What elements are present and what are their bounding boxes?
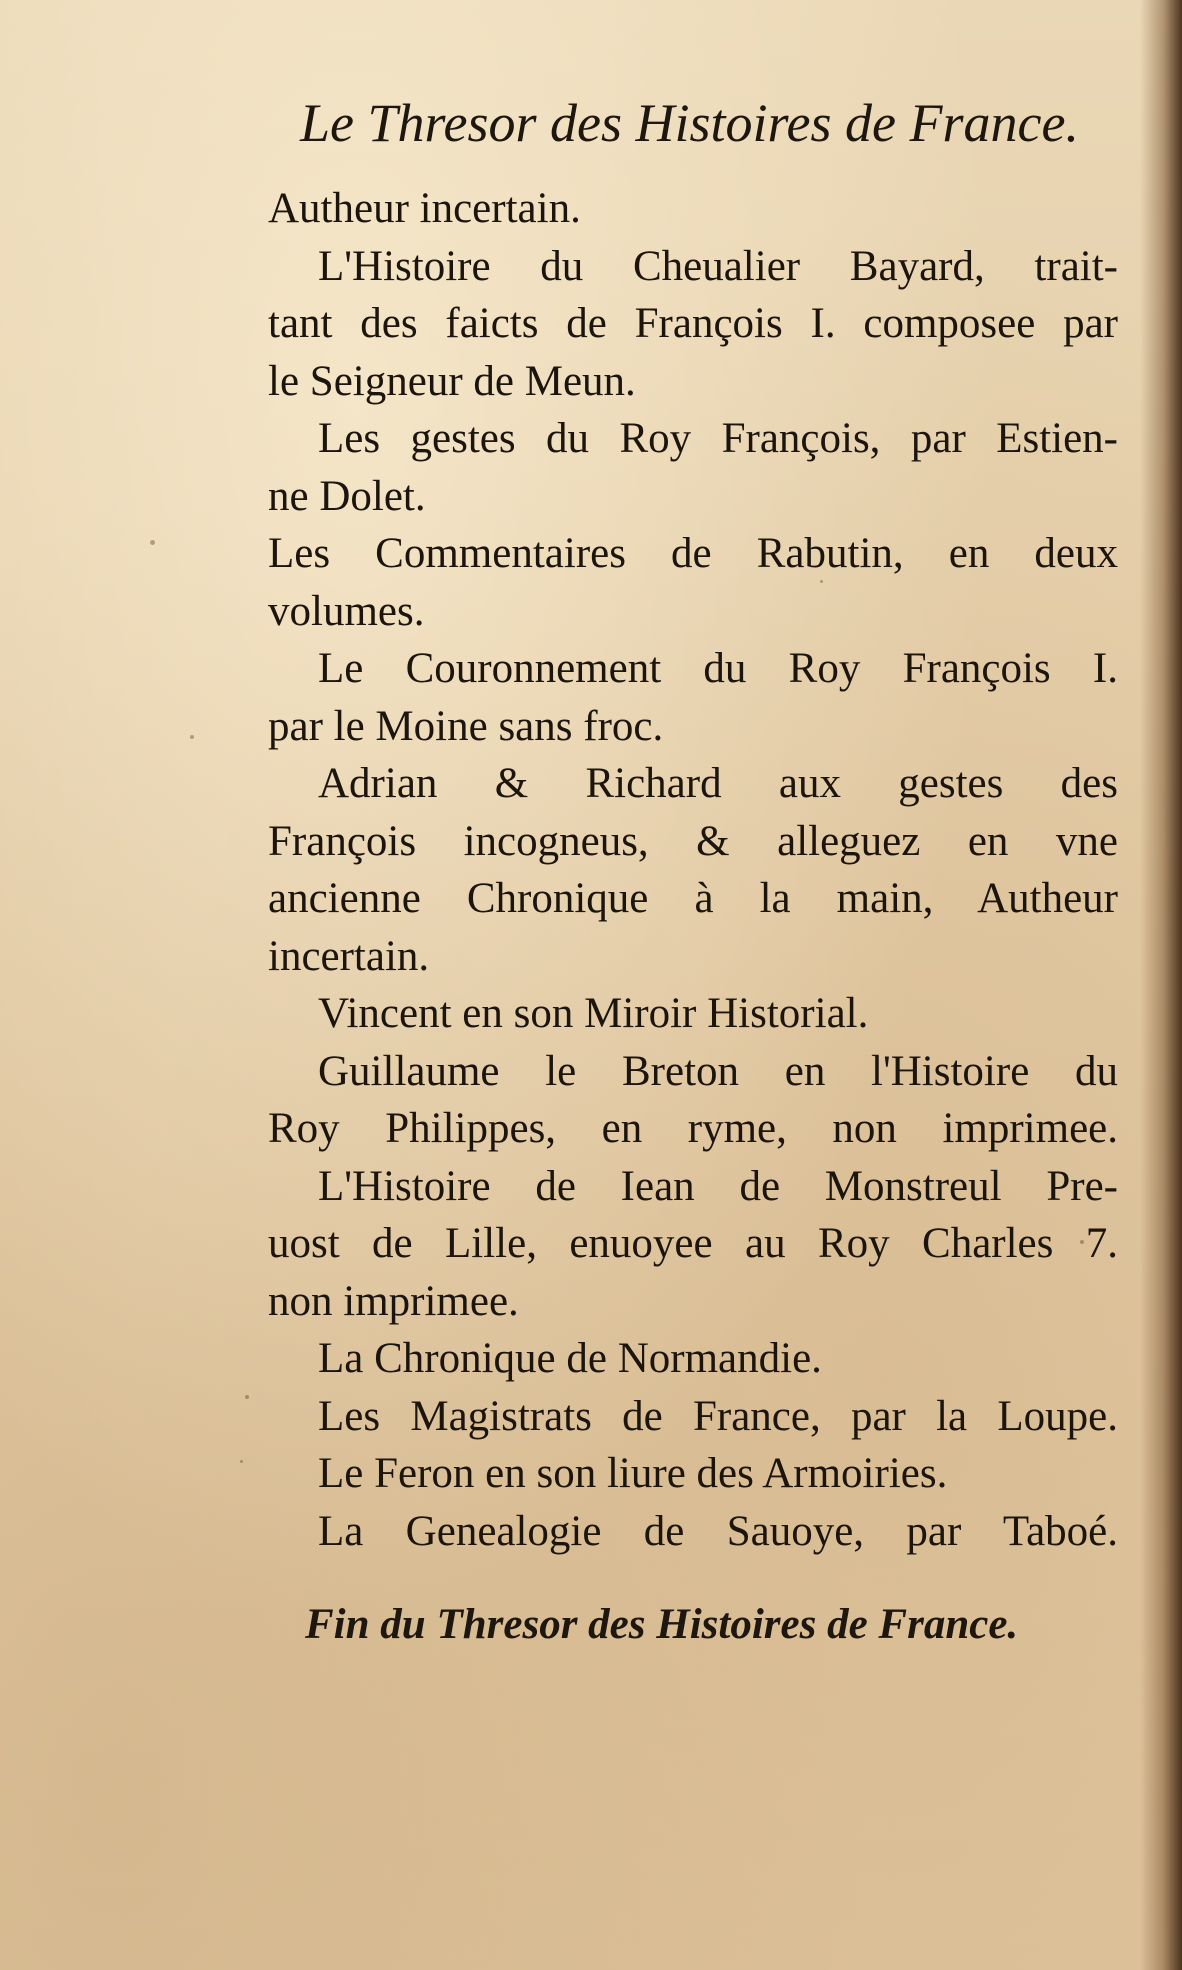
text-line: Le Feron en son liure des Armoiries. bbox=[318, 1450, 948, 1497]
text-line: non imprimee. bbox=[268, 1277, 519, 1325]
paper-speck bbox=[190, 735, 194, 739]
text-line: François incogneus, & alleguez en vne bbox=[268, 817, 1118, 865]
text-line: Autheur incertain. bbox=[268, 185, 581, 232]
paper-speck bbox=[150, 540, 155, 545]
explicit-line: Fin du Thresor des Histoires de France. bbox=[305, 1601, 1019, 1648]
paper-speck bbox=[240, 1460, 243, 1463]
text-line: Le Couronnement du Roy François I. bbox=[318, 645, 1118, 692]
text-line: L'Histoire du Cheualier Bayard, trait- bbox=[318, 242, 1118, 290]
text-line: ancienne Chronique à la main, Autheur bbox=[268, 875, 1118, 922]
text-line: uost de Lille, enuoyee au Roy Charles 7. bbox=[268, 1220, 1118, 1267]
paper-speck bbox=[245, 1395, 249, 1399]
text-line: Adrian & Richard aux gestes des bbox=[318, 760, 1118, 807]
text-line: volumes. bbox=[268, 587, 425, 635]
gutter-shadow bbox=[1140, 0, 1182, 1970]
text-line: par le Moine sans froc. bbox=[268, 702, 664, 750]
text-line: La Chronique de Normandie. bbox=[318, 1335, 822, 1382]
running-head: Le Thresor des Histoires de France. bbox=[300, 93, 1079, 153]
text-line: La Genealogie de Sauoye, par Taboé. bbox=[318, 1507, 1118, 1555]
text-line: Les gestes du Roy François, par Estien- bbox=[318, 415, 1118, 462]
text-line: Vincent en son Miroir Historial. bbox=[318, 990, 869, 1037]
text-line: Les Commentaires de Rabutin, en deux bbox=[268, 530, 1118, 577]
text-line: Guillaume le Breton en l'Histoire du bbox=[318, 1047, 1118, 1095]
text-line: L'Histoire de Iean de Monstreul Pre- bbox=[318, 1162, 1118, 1210]
text-line: Roy Philippes, en ryme, non imprimee. bbox=[268, 1105, 1118, 1152]
text-line: le Seigneur de Meun. bbox=[268, 357, 636, 405]
text-line: tant des faicts de François I. composee par bbox=[268, 300, 1118, 347]
text-line: incertain. bbox=[268, 932, 430, 980]
bibliography-text bbox=[268, 180, 1118, 1560]
text-line: ne Dolet. bbox=[268, 472, 426, 520]
text-line: Les Magistrats de France, par la Loupe. bbox=[318, 1392, 1118, 1440]
